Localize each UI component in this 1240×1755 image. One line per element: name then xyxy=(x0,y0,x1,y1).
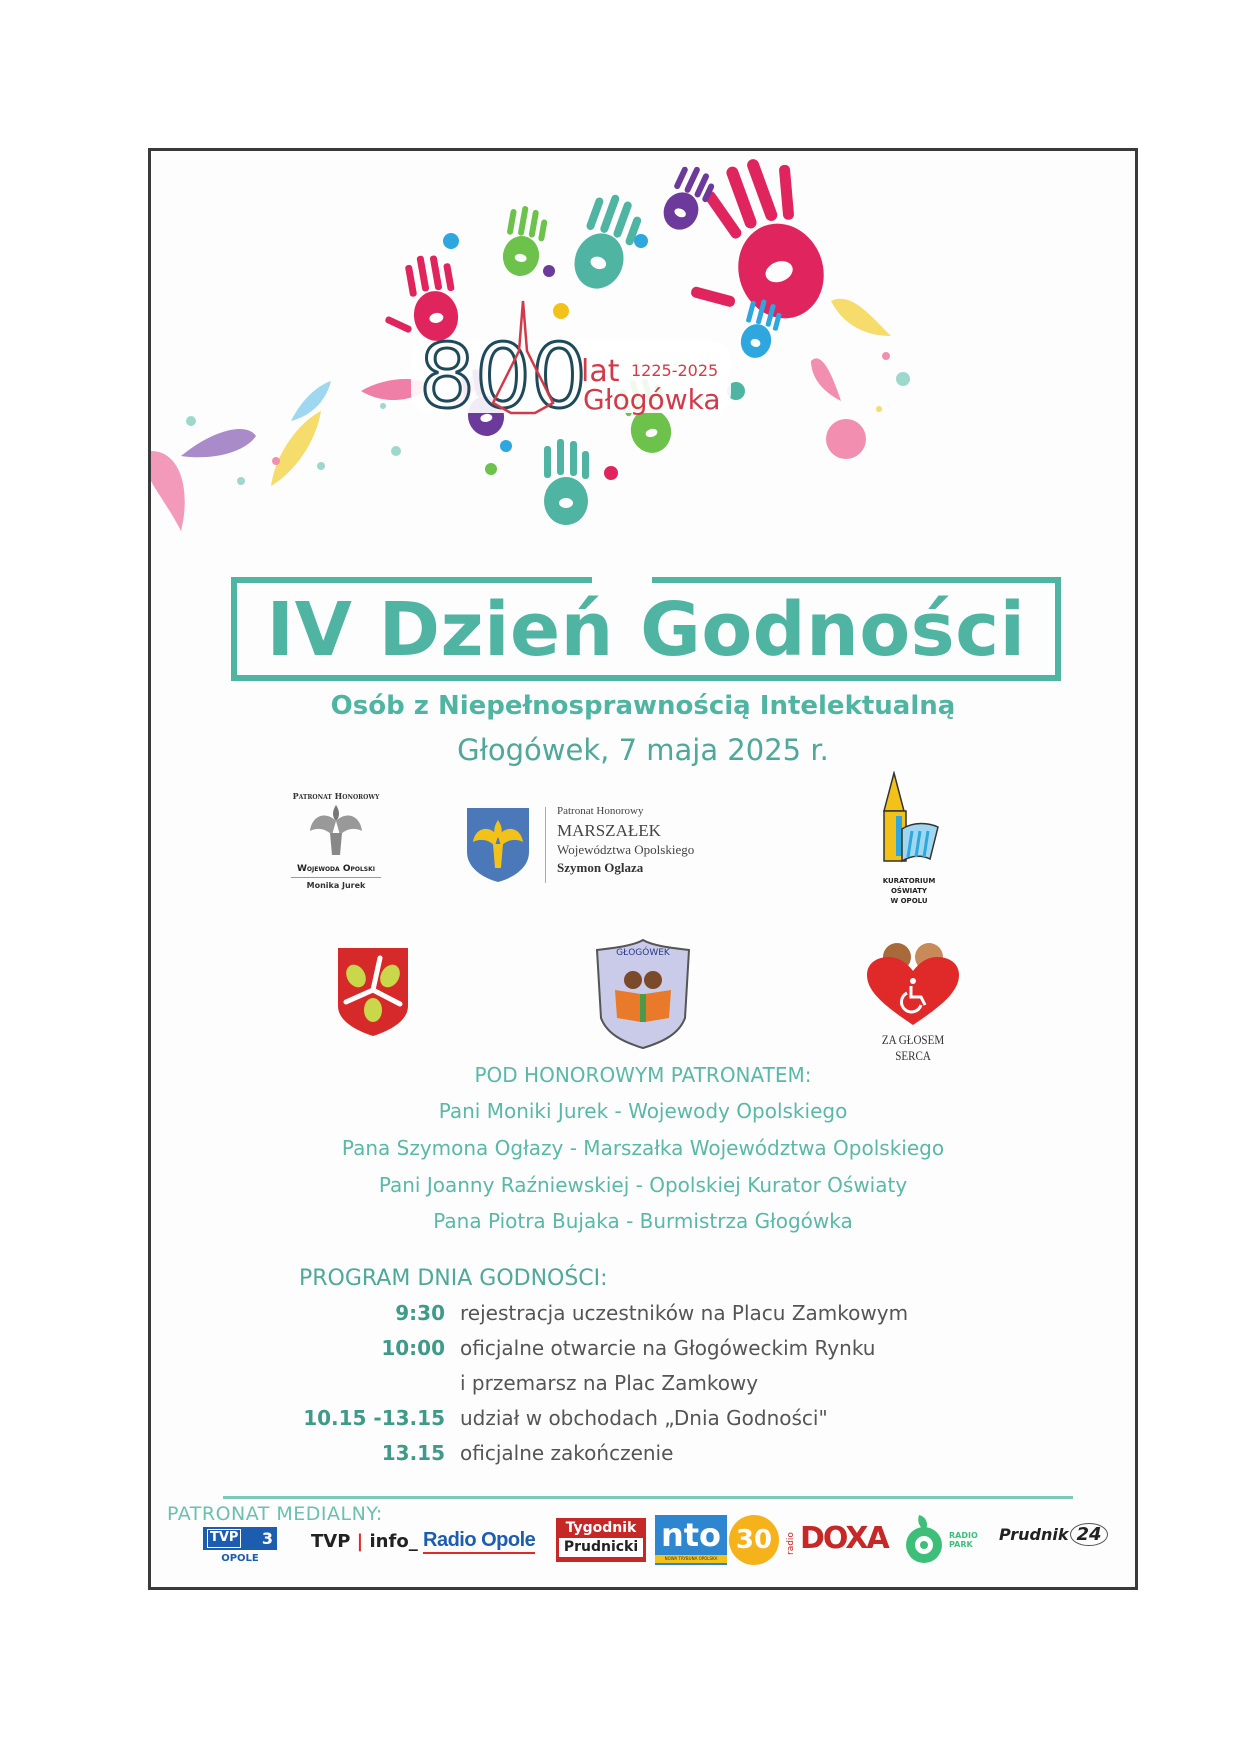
program-time: 9:30 xyxy=(395,1301,445,1325)
eagle-icon xyxy=(306,801,366,859)
media-divider xyxy=(223,1496,1073,1499)
event-date-place: Głogówek, 7 maja 2025 r. xyxy=(457,733,829,767)
program-time: 10:00 xyxy=(381,1336,445,1360)
program-item xyxy=(151,1406,1135,1440)
logo-tygodnik-prudnicki: Tygodnik Prudnicki xyxy=(556,1518,646,1562)
logo-kuratorium xyxy=(869,771,949,916)
logo-radio-opole: Radio Opole xyxy=(423,1529,535,1554)
kuratorium-line-3: W OPOLU xyxy=(890,897,928,905)
opolskie-coat-of-arms-icon xyxy=(465,806,531,882)
anniversary-logo xyxy=(411,301,731,428)
logo-tvp3 xyxy=(203,1527,277,1564)
logo-prudnik24: Prudnik 24 xyxy=(999,1523,1108,1546)
event-title: IV Dzień Godności xyxy=(266,587,1026,673)
event-subtitle: Osób z Niepełnosprawnością Intelektualną xyxy=(330,691,956,721)
wojewoda-top: Patronat Honorowy xyxy=(292,791,380,801)
marszalek-region: Województwa Opolskiego xyxy=(557,842,695,857)
tvp3-city: OPOLE xyxy=(221,1553,259,1564)
logo-tvp-info: TVP | info_ xyxy=(311,1531,418,1552)
wojewoda-title: Wojewoda Opolski xyxy=(296,864,375,874)
hero-illustration xyxy=(151,151,1135,581)
tvp3-number: 3 xyxy=(261,1529,273,1548)
anniversary-town: Głogówka xyxy=(583,383,721,416)
title-frame xyxy=(231,577,1061,681)
patron-line: Pana Piotra Bujaka - Burmistrza Głogówka xyxy=(433,1209,853,1233)
tvp3-badge: TVP xyxy=(207,1529,241,1548)
program-desc: udział w obchodach „Dnia Godności" xyxy=(460,1406,828,1430)
logo-radio-park: RADIO PARK xyxy=(899,1513,989,1565)
program-item xyxy=(151,1371,1135,1405)
school-top: GŁOGÓWEK xyxy=(616,948,670,958)
patron-line: Pani Moniki Jurek - Wojewody Opolskiego xyxy=(438,1099,848,1123)
marszalek-title: MARSZAŁEK xyxy=(557,821,661,840)
anniversary-years: 1225-2025 xyxy=(631,361,719,380)
marszalek-top: Patronat Honorowy xyxy=(557,805,644,817)
wojewoda-name: Monika Jurek xyxy=(306,881,366,890)
patron-line: Pani Joanny Raźniewskiej - Opolskiej Kurator Oświaty xyxy=(378,1173,908,1197)
patron-line: Pana Szymona Ogłazy - Marszałka Województwa Opolskiego xyxy=(341,1136,945,1160)
handprint-teal-bottom xyxy=(544,439,589,525)
program-desc: rejestracja uczestników na Placu Zamkowym xyxy=(460,1301,909,1325)
logo-wojewoda xyxy=(271,791,401,911)
program-item xyxy=(151,1301,1135,1335)
kuratorium-tower-icon xyxy=(874,771,944,871)
program-time: 13.15 xyxy=(381,1441,445,1465)
handprint-green xyxy=(500,204,550,280)
program-time: 10.15 -13.15 xyxy=(303,1406,445,1430)
logo-za-glosem-serca xyxy=(854,939,972,1063)
logo-radio-doxa: radio DOXA xyxy=(786,1521,888,1556)
media-heading: PATRONAT MEDIALNY: xyxy=(167,1503,383,1525)
logo-nto: nto NOWA TRYBUNA OPOLSKA xyxy=(655,1515,727,1565)
heart-wheelchair-icon xyxy=(863,939,963,1027)
radio-park-icon xyxy=(899,1513,949,1565)
program-desc: oficjalne zakończenie xyxy=(460,1441,674,1465)
kuratorium-line-1: KURATORIUM xyxy=(882,877,936,885)
logo-nto-30: 30 xyxy=(729,1515,779,1565)
program-desc: i przemarsz na Plac Zamkowy xyxy=(460,1371,759,1395)
program-desc: oficjalne otwarcie na Głogóweckim Rynku xyxy=(460,1336,876,1360)
program-item xyxy=(151,1441,1135,1475)
kuratorium-line-2: OŚWIATY xyxy=(890,887,928,895)
marszalek-name: Szymon Oglaza xyxy=(557,860,644,875)
za-glosem-serca-label: ZA GŁOSEM SERCA xyxy=(881,1032,945,1063)
program-item xyxy=(151,1336,1135,1370)
patronage-heading: POD HONOROWYM PATRONATEM: xyxy=(474,1063,812,1087)
logo-school xyxy=(593,938,693,1050)
program-heading: PROGRAM DNIA GODNOŚCI: xyxy=(299,1266,608,1291)
logo-marszalek xyxy=(465,801,725,891)
anniversary-word: lat xyxy=(581,354,620,389)
anniversary-number: 800 xyxy=(419,325,587,428)
glogowek-coat-of-arms-icon xyxy=(336,946,410,1036)
poster xyxy=(148,148,1138,1590)
